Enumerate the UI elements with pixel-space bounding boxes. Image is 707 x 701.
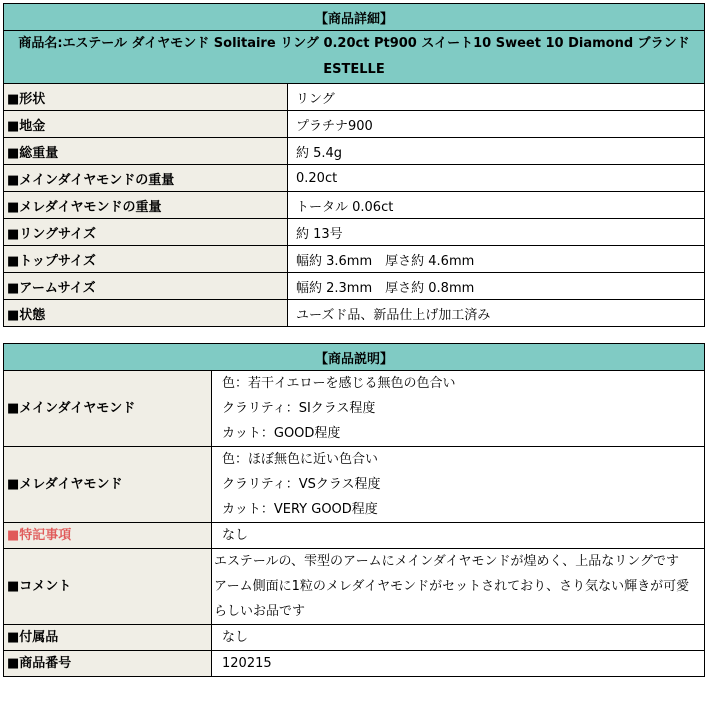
row-label: ■トップサイズ <box>4 246 288 273</box>
row-value: 幅約 3.6mm 厚さ約 4.6mm <box>288 246 705 273</box>
table-row <box>4 523 705 549</box>
main-diamond-color: 色：若干イエローを感じる無色の色合い <box>222 376 456 391</box>
main-diamond-clarity: クラリティ：SIクラス程度 <box>222 401 376 416</box>
item-number-value: 120215 <box>212 651 705 677</box>
table-row <box>4 165 705 192</box>
table-row <box>4 138 705 165</box>
row-label: ■メインダイヤモンドの重量 <box>4 165 288 192</box>
table-row <box>4 300 705 327</box>
table-row <box>4 447 705 523</box>
melee-diamond-value <box>212 447 705 523</box>
row-value: リング <box>288 84 705 111</box>
row-label: ■地金 <box>4 111 288 138</box>
description-header: 【商品説明】 <box>4 344 705 371</box>
table-row <box>4 192 705 219</box>
row-value: 幅約 2.3mm 厚さ約 0.8mm <box>288 273 705 300</box>
row-label: ■リングサイズ <box>4 219 288 246</box>
row-value: 約 13号 <box>288 219 705 246</box>
row-value: ユーズド品、新品仕上げ加工済み <box>288 300 705 327</box>
main-diamond-label: ■メインダイヤモンド <box>4 371 212 447</box>
row-label: ■アームサイズ <box>4 273 288 300</box>
row-value: プラチナ900 <box>288 111 705 138</box>
accessories-value: なし <box>212 625 705 651</box>
comment-line: アーム側面に1粒のメレダイヤモンドがセットされており、さり気ない輝きが可愛らしいお品です <box>214 579 690 619</box>
details-header: 【商品詳細】 <box>4 4 705 31</box>
row-label: ■状態 <box>4 300 288 327</box>
special-notes-label: ■特記事項 <box>4 523 212 549</box>
table-row <box>4 219 705 246</box>
table-row <box>4 84 705 111</box>
comment-label: ■コメント <box>4 549 212 625</box>
table-row <box>4 625 705 651</box>
details-table <box>3 3 705 327</box>
row-value: 0.20ct <box>288 165 705 192</box>
row-label: ■形状 <box>4 84 288 111</box>
row-value: トータル 0.06ct <box>288 192 705 219</box>
accessories-label: ■付属品 <box>4 625 212 651</box>
main-diamond-value <box>212 371 705 447</box>
table-row <box>4 246 705 273</box>
melee-diamond-clarity: クラリティ：VSクラス程度 <box>222 477 381 492</box>
comment-value <box>212 549 705 625</box>
table-row <box>4 111 705 138</box>
main-diamond-cut: カット：GOOD程度 <box>222 426 341 441</box>
special-notes-value: なし <box>212 523 705 549</box>
melee-diamond-label: ■メレダイヤモンド <box>4 447 212 523</box>
melee-diamond-color: 色：ほぼ無色に近い色合い <box>222 452 379 467</box>
item-number-label: ■商品番号 <box>4 651 212 677</box>
table-row <box>4 371 705 447</box>
table-row <box>4 273 705 300</box>
melee-diamond-cut: カット：VERY GOOD程度 <box>222 502 378 517</box>
table-row <box>4 651 705 677</box>
row-label: ■メレダイヤモンドの重量 <box>4 192 288 219</box>
description-table <box>3 343 705 677</box>
row-label: ■総重量 <box>4 138 288 165</box>
comment-line: エステールの、雫型のアームにメインダイヤモンドが煌めく、上品なリングです <box>214 554 680 569</box>
table-row <box>4 549 705 625</box>
product-title: 商品名:エステール ダイヤモンド Solitaire リング 0.20ct Pt900 スイート10 Sweet 10 Diamond ブランド ESTELLE <box>4 31 705 84</box>
row-value: 約 5.4g <box>288 138 705 165</box>
